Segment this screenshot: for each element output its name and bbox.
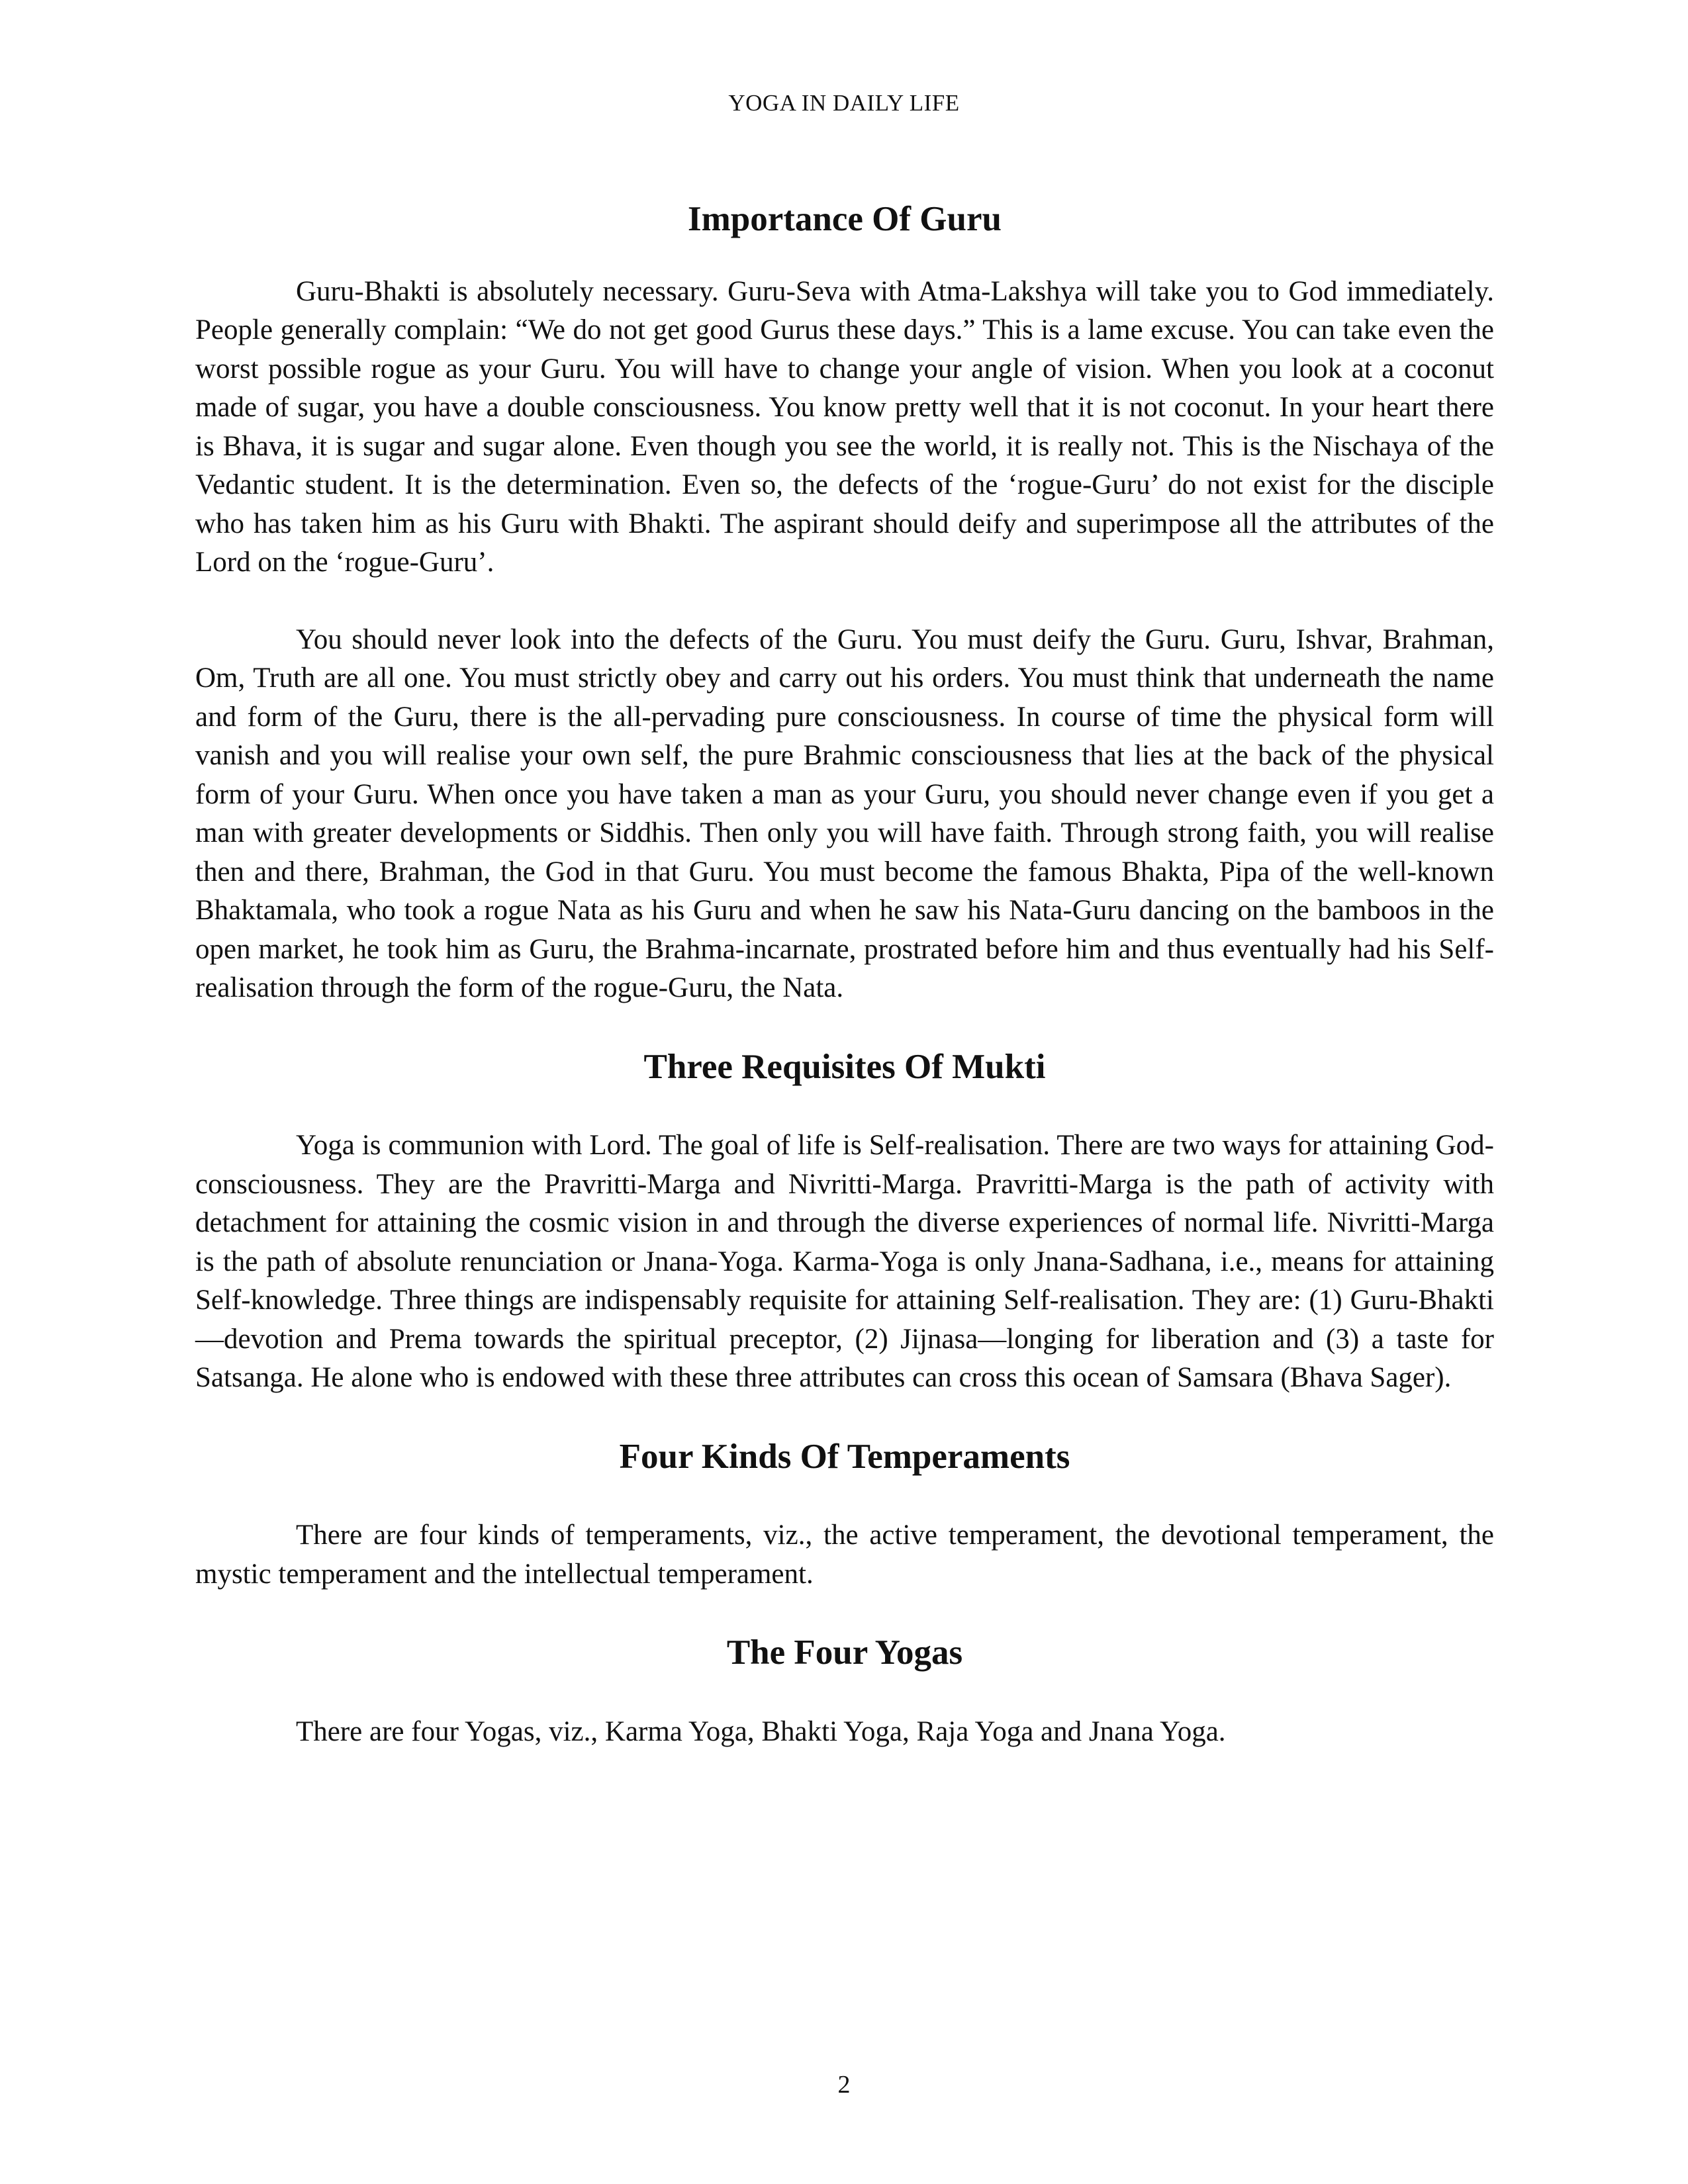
running-header: YOGA IN DAILY LIFE (728, 90, 960, 116)
section-heading-four-kinds-of-temperaments: Four Kinds Of Temperaments (619, 1437, 1070, 1476)
paragraph: Yoga is communion with Lord. The goal of life is Self-realisation. There are two ways for attaining God-consciousness. They are the Pravritti-Marga and Nivritti-Marga. Pravritti-Marga is the path of activity with detachment for attaining the cosmic vision in and through the diverse experiences of normal life. Nivritti-Marga is the path of absolute renunciation or Jnana-Yoga. Karma-Yoga is only Jnana-Sadhana, i.e., means for attaining Self-knowledge. Three things are indispensably requisite for attaining Self-realisation. They are: (1) Guru-Bhakti—devotion and Prema towards the spiritual preceptor, (2) Jijnasa—longing for liberation and (3) a taste for Satsanga. He alone who is endowed with these three attributes can cross this ocean of Samsara (Bhava Sager). (195, 1130, 1494, 1394)
section-heading-importance-of-guru: Importance Of Guru (687, 200, 1002, 238)
page-body (195, 199, 1494, 1751)
page-number: 2 (837, 2071, 851, 2099)
paragraph: There are four Yogas, viz., Karma Yoga, Bhakti Yoga, Raja Yoga and Jnana Yoga. (296, 1715, 1226, 1747)
paragraph: There are four kinds of temperaments, viz., the active temperament, the devotional temperament, the mystic temperament and the intellectual temperament. (195, 1520, 1494, 1590)
paragraph: Guru-Bhakti is absolutely necessary. Guru-Seva with Atma-Lakshya will take you to God immediately. People generally complain: “We do not get good Gurus these days.” This is a lame excuse. You can take even the worst possible rogue as your Guru. You will have to change your angle of vision. When you look at a coconut made of sugar, you have a double consciousness. You know pretty well that it is not coconut. In your heart there is Bhava, it is sugar and sugar alone. Even though you see the world, it is really not. This is the Nischaya of the Vedantic student. It is the determination. Even so, the defects of the ‘rogue-Guru’ do not exist for the disciple who has taken him as his Guru with Bhakti. The aspirant should deify and superimpose all the attributes of the Lord on the ‘rogue-Guru’. (195, 275, 1494, 578)
section-heading-the-four-yogas: The Four Yogas (726, 1633, 963, 1672)
paragraph: You should never look into the defects of the Guru. You must deify the Guru. Guru, Ishvar, Brahman, Om, Truth are all one. You must strictly obey and carry out his orders. You must think that underneath the name and form of the Guru, there is the all-pervading pure consciousness. In course of time the physical form will vanish and you will realise your own self, the pure Brahmic consciousness that lies at the back of the physical form of your Guru. When once you have taken a man as your Guru, you should never change even if you get a man with greater developments or Siddhis. Then only you will have faith. Through strong faith, you will realise then and there, Brahman, the God in that Guru. You must become the famous Bhakta, Pipa of the well-known Bhaktamala, who took a rogue Nata as his Guru and when he saw his Nata-Guru dancing on the bamboos in the open market, he took him as Guru, the Brahma-incarnate, prostrated before him and thus eventually had his Self-realisation through the form of the rogue-Guru, the Nata. (195, 623, 1494, 1004)
section-heading-three-requisites-of-mukti: Three Requisites Of Mukti (643, 1047, 1046, 1086)
